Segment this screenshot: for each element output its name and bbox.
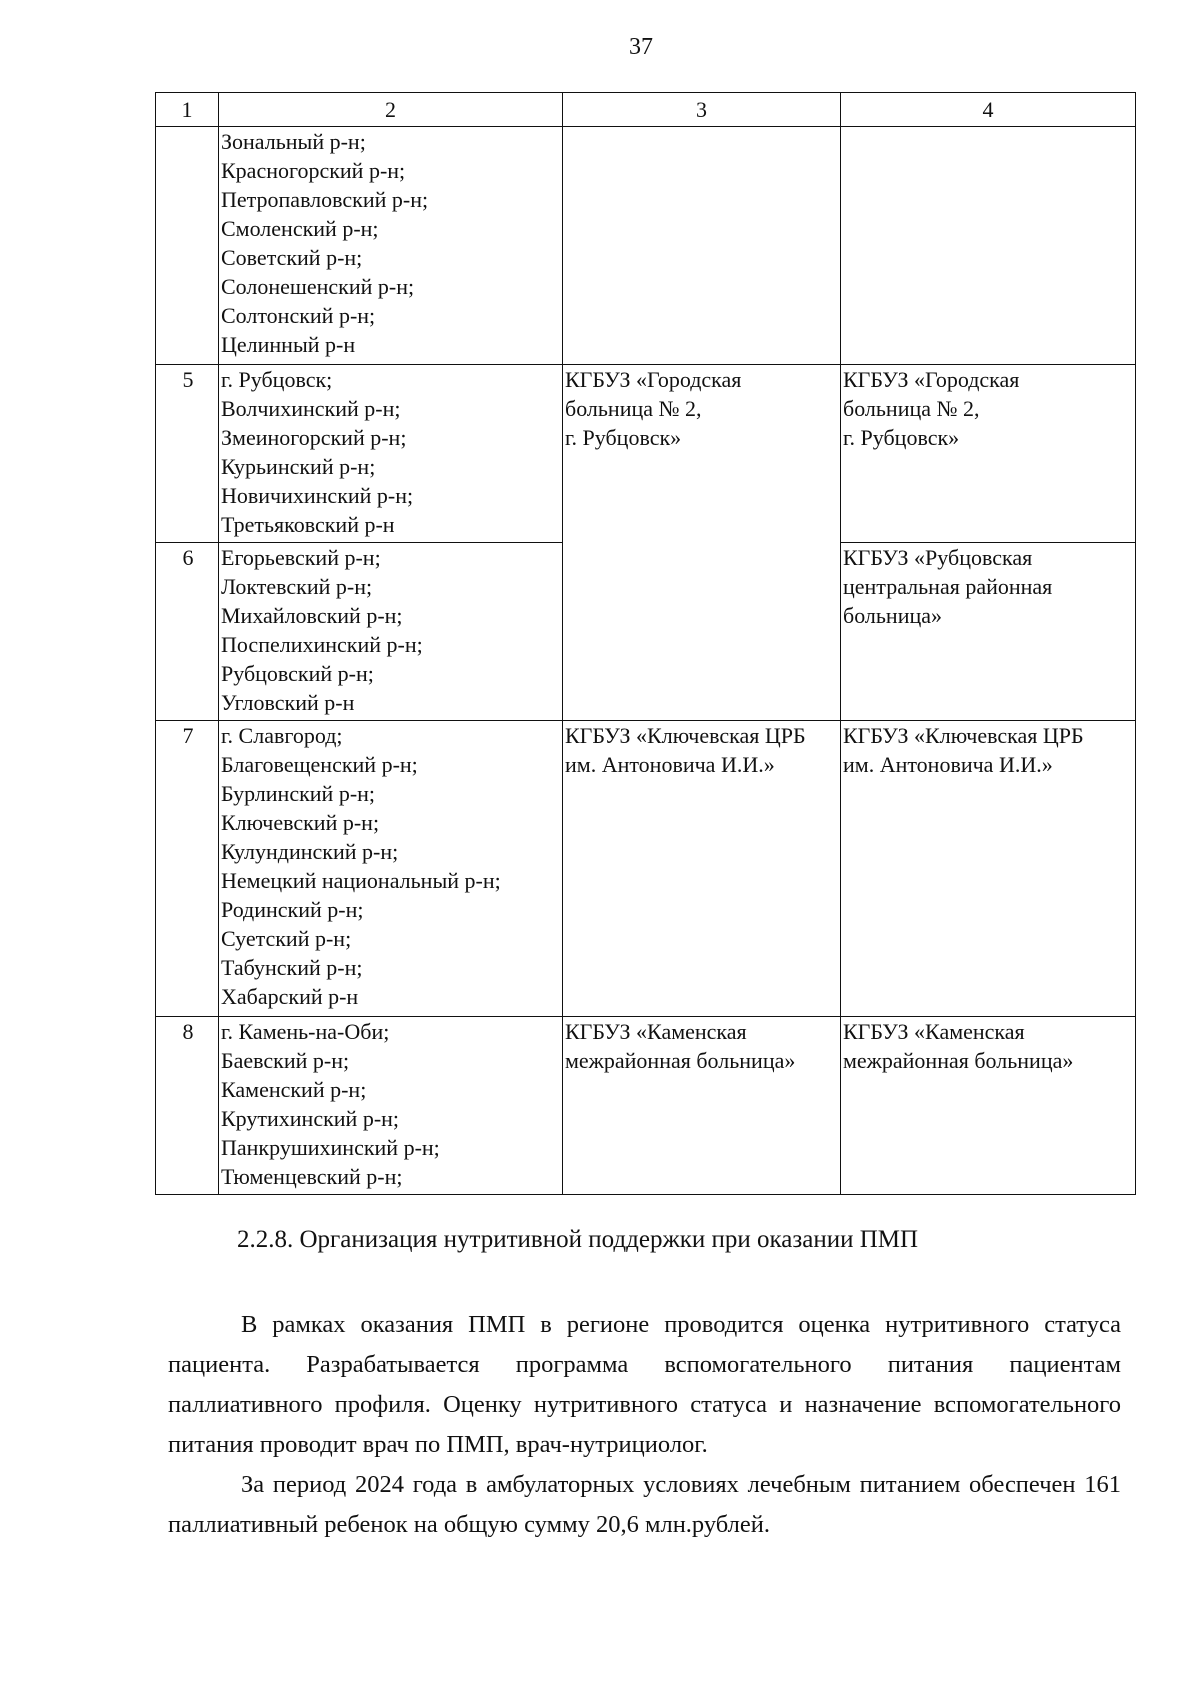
district-item: г. Камень-на-Оби; (221, 1019, 390, 1044)
district-item: Новичихинский р-н; (221, 483, 414, 508)
district-item: Целинный р-н (221, 332, 356, 357)
table-header-row (156, 93, 1136, 127)
district-item: Михайловский р-н; (221, 603, 403, 628)
district-item: Рубцовский р-н; (221, 661, 374, 686)
page-number: 37 (629, 34, 653, 60)
table-row (156, 365, 1136, 543)
district-item: Поспелихинский р-н; (221, 632, 423, 657)
district-item: Змеиногорский р-н; (221, 425, 407, 450)
header-col-3: 3 (563, 93, 841, 127)
district-item: Зональный р-н; (221, 129, 366, 154)
paragraph: За период 2024 года в амбулаторных условиях лечебным питанием обеспечен 161 паллиативный ребенок на общую сумму 20,6 млн.рублей. (168, 1471, 1121, 1538)
hospital-col-3: КГБУЗ «Ключевская ЦРБ им. Антоновича И.И.» (563, 721, 841, 1017)
hospital-col-4: КГБУЗ «Ключевская ЦРБ им. Антоновича И.И.» (841, 721, 1136, 1017)
hospital-col-3: КГБУЗ «Каменская межрайонная больница» (563, 1017, 841, 1195)
district-list (219, 365, 563, 543)
hospital-col-4: КГБУЗ «Рубцовская центральная районная больница» (841, 543, 1136, 721)
district-item: Благовещенский р-н; (221, 752, 418, 777)
district-item: Смоленский р-н; (221, 216, 379, 241)
district-item: Красногорский р-н; (221, 158, 406, 183)
district-item: Третьяковский р-н (221, 512, 395, 537)
header-col-2: 2 (219, 93, 563, 127)
row-number: 8 (156, 1017, 219, 1195)
district-item: Хабарский р-н (221, 984, 359, 1009)
district-list (219, 721, 563, 1017)
district-list (219, 543, 563, 721)
district-item: Каменский р-н; (221, 1077, 367, 1102)
row-number: 6 (156, 543, 219, 721)
district-item: Петропавловский р-н; (221, 187, 429, 212)
district-item: г. Славгород; (221, 723, 343, 748)
hospital-col-3: КГБУЗ «Городская больница № 2, г. Рубцовск» (563, 365, 841, 721)
table-row (156, 127, 1136, 365)
district-item: Локтевский р-н; (221, 574, 373, 599)
district-item: г. Рубцовск; (221, 367, 333, 392)
district-list (219, 1017, 563, 1195)
district-item: Солонешенский р-н; (221, 274, 415, 299)
hospital-col-3 (563, 127, 841, 365)
district-item: Угловский р-н (221, 690, 355, 715)
district-item: Немецкий национальный р-н; (221, 868, 501, 893)
district-item: Табунский р-н; (221, 955, 363, 980)
district-item: Егорьевский р-н; (221, 545, 381, 570)
district-item: Суетский р-н; (221, 926, 352, 951)
district-item: Волчихинский р-н; (221, 396, 401, 421)
district-item: Бурлинский р-н; (221, 781, 376, 806)
district-item: Панкрушихинский р-н; (221, 1135, 440, 1160)
table-row (156, 721, 1136, 1017)
district-item: Солтонский р-н; (221, 303, 376, 328)
table-row (156, 1017, 1136, 1195)
section-body (168, 1305, 1121, 1545)
hospital-col-4: КГБУЗ «Каменская межрайонная больница» (841, 1017, 1136, 1195)
district-item: Родинский р-н; (221, 897, 364, 922)
hospital-col-4: КГБУЗ «Городская больница № 2, г. Рубцовск» (841, 365, 1136, 543)
district-list (219, 127, 563, 365)
row-number: 7 (156, 721, 219, 1017)
header-col-4: 4 (841, 93, 1136, 127)
district-item: Ключевский р-н; (221, 810, 380, 835)
section-heading: 2.2.8. Организация нутритивной поддержки при оказании ПМП (237, 1226, 919, 1253)
district-item: Советский р-н; (221, 245, 363, 270)
row-number (156, 127, 219, 365)
paragraph: В рамках оказания ПМП в регионе проводится оценка нутритивного статуса пациента. Разрабатывается программа вспомогательного питания пациентам паллиативного профиля. Оценку нутритивного статуса и назначение вспомогательного питания проводит врач по ПМП, врач-нутрициолог. (168, 1311, 1121, 1458)
district-item: Крутихинский р-н; (221, 1106, 400, 1131)
hospital-col-4 (841, 127, 1136, 365)
row-number: 5 (156, 365, 219, 543)
district-item: Кулундинский р-н; (221, 839, 399, 864)
district-item: Тюменцевский р-н; (221, 1164, 403, 1189)
header-col-1: 1 (156, 93, 219, 127)
district-item: Курьинский р-н; (221, 454, 376, 479)
district-item: Баевский р-н; (221, 1048, 350, 1073)
hospital-assignment-table (155, 92, 1136, 1195)
